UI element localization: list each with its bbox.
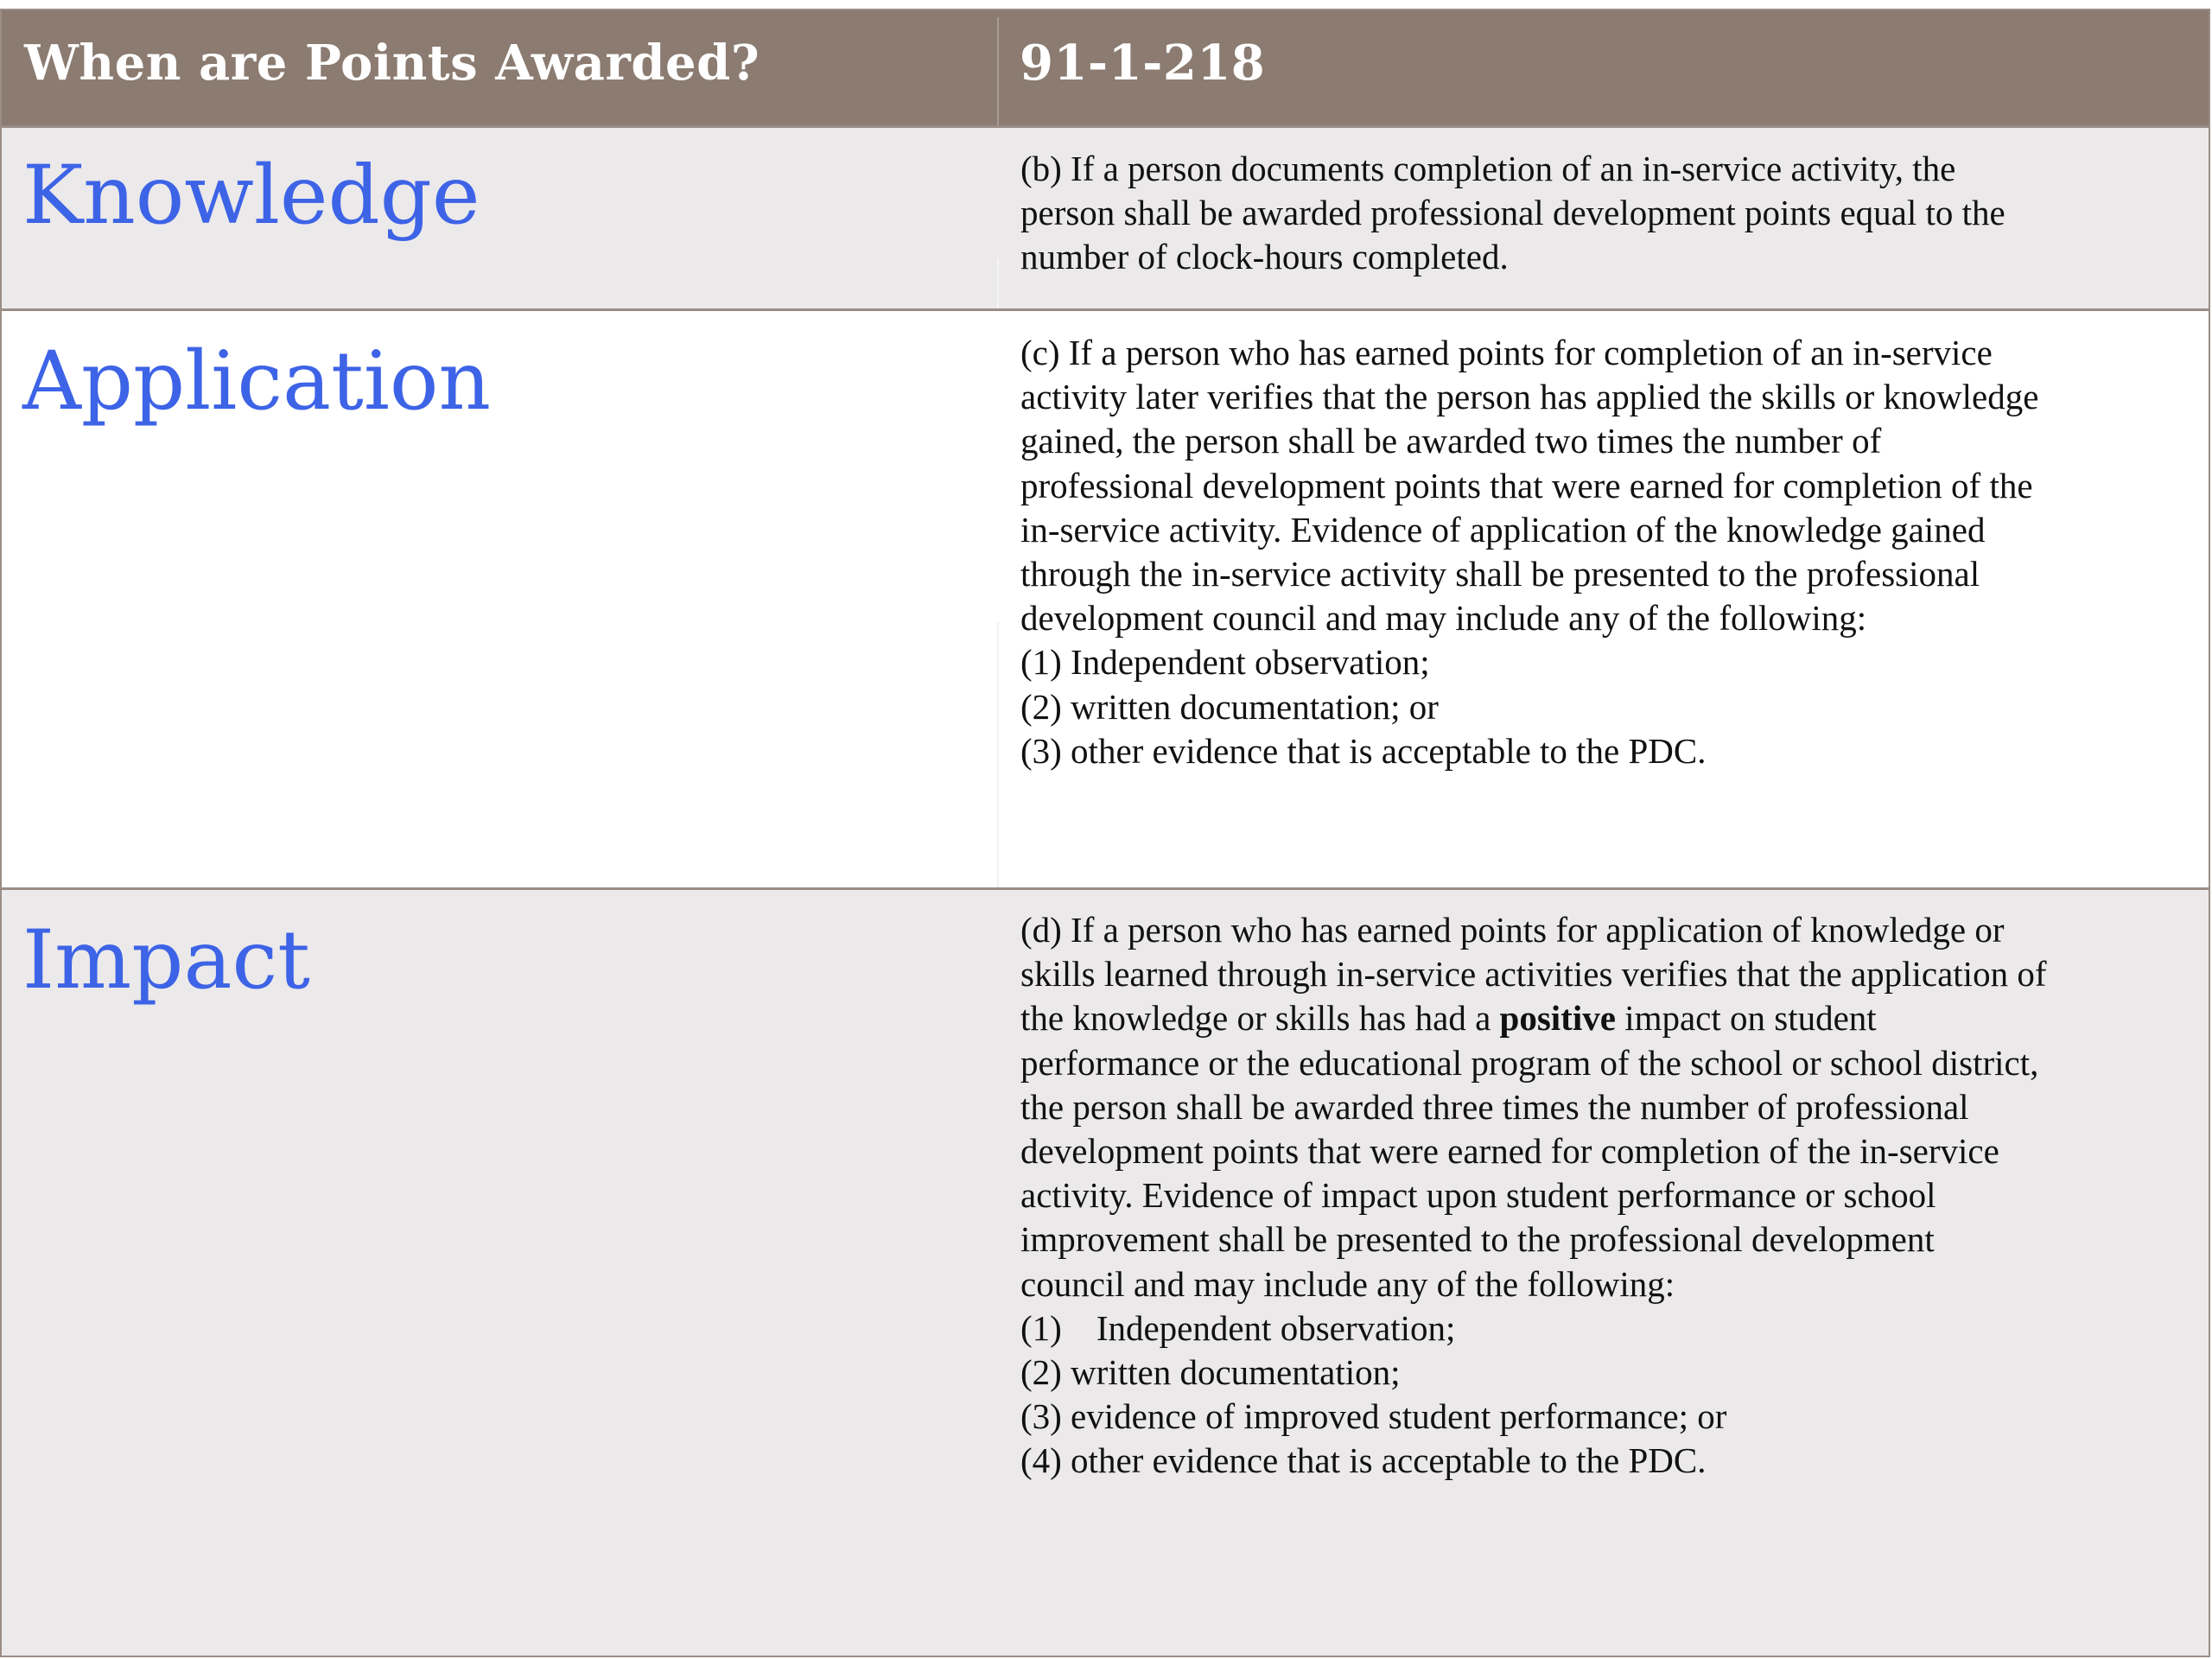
- table-row-application: [2, 308, 2209, 887]
- emphasis-before: the knowledge or skills has had a: [1020, 998, 1500, 1039]
- list-item: (2) written documentation; or: [1020, 686, 1439, 727]
- description-line: improvement shall be presented to the professional development: [1020, 1219, 1935, 1260]
- description-line: (b) If a person documents completion of an in-service activity, the: [1020, 149, 1956, 188]
- table-row-knowledge: [2, 125, 2209, 308]
- table-header: [2, 10, 2209, 125]
- description-line: performance or the educational program of the school or school district,: [1020, 1042, 2039, 1083]
- description-line: in-service activity. Evidence of application of the knowledge gained: [1020, 509, 1986, 550]
- list-item: (2) written documentation;: [1020, 1352, 1401, 1393]
- description-line: activity. Evidence of impact upon student performance or school: [1020, 1175, 1936, 1216]
- row-description-impact: [1020, 908, 2200, 1484]
- emphasis-positive: positive: [1499, 998, 1616, 1039]
- row-label-application: Application: [22, 334, 492, 429]
- description-line: (d) If a person who has earned points for application of knowledge or: [1020, 910, 2005, 950]
- description-line: person shall be awarded professional development points equal to the: [1020, 193, 2005, 233]
- list-item: [1020, 1306, 2200, 1351]
- description-line: council and may include any of the following:: [1020, 1263, 1675, 1304]
- column-divider: [997, 17, 999, 125]
- table-row-impact: [2, 887, 2209, 1657]
- points-table: [0, 9, 2210, 1657]
- list-item: (3) evidence of improved student performance; or: [1020, 1396, 1727, 1437]
- description-line: (c) If a person who has earned points for completion of an in-service: [1020, 333, 1993, 372]
- list-item: (1) Independent observation;: [1020, 642, 1430, 683]
- header-statute-number: 91-1-218: [1020, 35, 1266, 92]
- emphasis-after: impact on student: [1615, 998, 1877, 1039]
- description-line: development points that were earned for completion of the in-service: [1020, 1131, 1999, 1172]
- description-line: professional development points that were earned for completion of the: [1020, 465, 2033, 505]
- description-line: activity later verifies that the person has applied the skills or knowledge: [1020, 377, 2039, 417]
- description-line: through the in-service activity shall be presented to the professional: [1020, 554, 1980, 594]
- description-line: gained, the person shall be awarded two times the number of: [1020, 421, 1882, 461]
- list-item-number: (1): [1020, 1307, 1062, 1348]
- row-description-application: [1020, 331, 2200, 773]
- description-line: number of clock-hours completed.: [1020, 237, 1509, 277]
- row-label-impact: Impact: [22, 913, 310, 1007]
- list-item: (4) other evidence that is acceptable to the PDC.: [1020, 1440, 1707, 1481]
- row-description-knowledge: [1020, 147, 2200, 280]
- description-line: development council and may include any of the following:: [1020, 598, 1867, 639]
- header-when-points-awarded: When are Points Awarded?: [24, 35, 760, 92]
- list-item-text: Independent observation;: [1096, 1307, 1456, 1348]
- row-label-knowledge: Knowledge: [22, 149, 480, 243]
- list-item: (3) other evidence that is acceptable to the PDC.: [1020, 730, 1707, 771]
- description-line: skills learned through in-service activities verifies that the application of: [1020, 954, 2047, 995]
- description-line: the person shall be awarded three times the number of professional: [1020, 1086, 1969, 1127]
- description-line-emphasis: [1020, 996, 2200, 1040]
